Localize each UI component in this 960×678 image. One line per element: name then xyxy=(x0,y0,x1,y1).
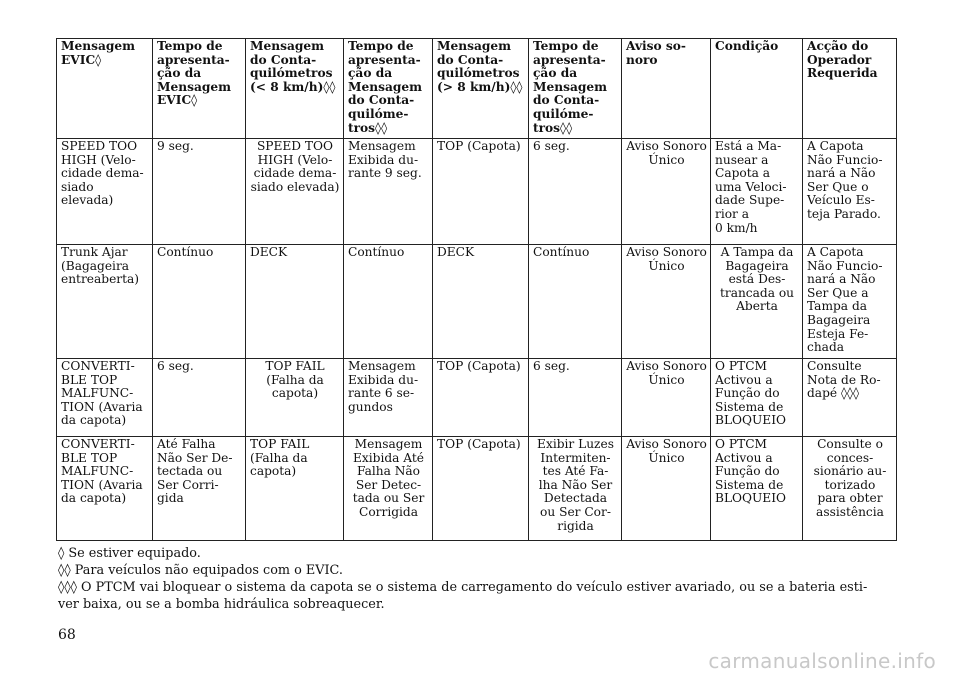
table-cell: DECK xyxy=(246,245,344,359)
header-operator-action: Acção do Operador Requerida xyxy=(803,39,897,139)
footnote-ptcm: ◊◊◊ O PTCM vai bloquear o sistema da capota se o sistema de carregamento do veículo estiver avariado, ou se a bateria esti- ver baixa, ou se a bomba hidráulica sobreaquecer. xyxy=(58,580,868,612)
footnotes xyxy=(58,545,908,613)
header-evic-display-time: Tempo de apresenta- ção da Mensagem EVIC◊ xyxy=(153,39,246,139)
table-cell: Aviso Sonoro Único xyxy=(622,437,711,541)
table-cell: Até Falha Não Ser De- tectada ou Ser Corri- gida xyxy=(153,437,246,541)
table-cell: A Capota Não Funcio- nará a Não Ser Que a Tampa da Bagageira Esteja Fe- chada xyxy=(803,245,897,359)
header-odometer-time-high: Tempo de apresenta- ção da Mensagem do Conta- quilóme- tros◊◊ xyxy=(529,39,622,139)
header-chime: Aviso so- noro xyxy=(622,39,711,139)
table-cell: Mensagem Exibida du- rante 9 seg. xyxy=(344,139,433,245)
table-cell: TOP (Capota) xyxy=(433,139,529,245)
table-cell: DECK xyxy=(433,245,529,359)
header-odometer-time-low: Tempo de apresenta- ção da Mensagem do Conta- quilóme- tros◊◊ xyxy=(344,39,433,139)
table-cell: Está a Ma- nusear a Capota a uma Veloci- dade Supe- rior a 0 km/h xyxy=(711,139,803,245)
table-cell: SPEED TOO HIGH (Velo- cidade dema- siado elevada) xyxy=(57,139,153,245)
table-cell: SPEED TOO HIGH (Velo- cidade dema- siado elevada) xyxy=(246,139,344,245)
table-cell: CONVERTI- BLE TOP MALFUNC- TION (Avaria da capota) xyxy=(57,437,153,541)
table-cell: 9 seg. xyxy=(153,139,246,245)
header-condition: Condição xyxy=(711,39,803,139)
table-cell: TOP (Capota) xyxy=(433,359,529,437)
table-cell: Mensagem Exibida Até Falha Não Ser Detec- tada ou Ser Corrigida xyxy=(344,437,433,541)
header-evic-message: Mensagem EVIC◊ xyxy=(57,39,153,139)
table-row xyxy=(57,245,897,359)
table-cell: CONVERTI- BLE TOP MALFUNC- TION (Avaria da capota) xyxy=(57,359,153,437)
table-cell: O PTCM Activou a Função do Sistema de BLOQUEIO xyxy=(711,359,803,437)
table-cell: TOP FAIL (Falha da capota) xyxy=(246,437,344,541)
table-cell: Aviso Sonoro Único xyxy=(622,359,711,437)
table-header-row xyxy=(57,39,897,139)
header-odometer-message-high: Mensagem do Conta- quilómetros (> 8 km/h)◊◊ xyxy=(433,39,529,139)
table-row xyxy=(57,437,897,541)
table-cell: TOP FAIL (Falha da capota) xyxy=(246,359,344,437)
table-cell: Aviso Sonoro Único xyxy=(622,139,711,245)
table-row xyxy=(57,359,897,437)
table-cell: TOP (Capota) xyxy=(433,437,529,541)
table-cell: Trunk Ajar (Bagageira entreaberta) xyxy=(57,245,153,359)
table-cell: 6 seg. xyxy=(153,359,246,437)
table-cell: 6 seg. xyxy=(529,359,622,437)
table-cell: Consulte o conces- sionário au- torizado para obter assistência xyxy=(803,437,897,541)
footnote-equipped: ◊ Se estiver equipado. xyxy=(58,546,201,561)
table-cell: Contínuo xyxy=(153,245,246,359)
watermark: carmanualsonline.info xyxy=(708,649,936,673)
table-cell: Contínuo xyxy=(344,245,433,359)
table-cell: A Capota Não Funcio- nará a Não Ser Que o Veículo Es- teja Parado. xyxy=(803,139,897,245)
table-cell: Exibir Luzes Intermiten- tes Até Fa- lha Não Ser Detectada ou Ser Cor- rigida xyxy=(529,437,622,541)
warning-messages-table xyxy=(56,38,897,541)
header-odometer-message-low: Mensagem do Conta- quilómetros (< 8 km/h)◊◊ xyxy=(246,39,344,139)
table-cell: Mensagem Exibida du- rante 6 se- gundos xyxy=(344,359,433,437)
footnote-no-evic: ◊◊ Para veículos não equipados com o EVIC. xyxy=(58,563,343,578)
table-cell: Consulte Nota de Ro- dapé ◊◊◊ xyxy=(803,359,897,437)
table-cell: Contínuo xyxy=(529,245,622,359)
table-cell: 6 seg. xyxy=(529,139,622,245)
table-cell: A Tampa da Bagageira está Des- trancada ou Aberta xyxy=(711,245,803,359)
table-cell: Aviso Sonoro Único xyxy=(622,245,711,359)
page-number: 68 xyxy=(58,627,76,643)
table-row xyxy=(57,139,897,245)
table-cell: O PTCM Activou a Função do Sistema de BLOQUEIO xyxy=(711,437,803,541)
